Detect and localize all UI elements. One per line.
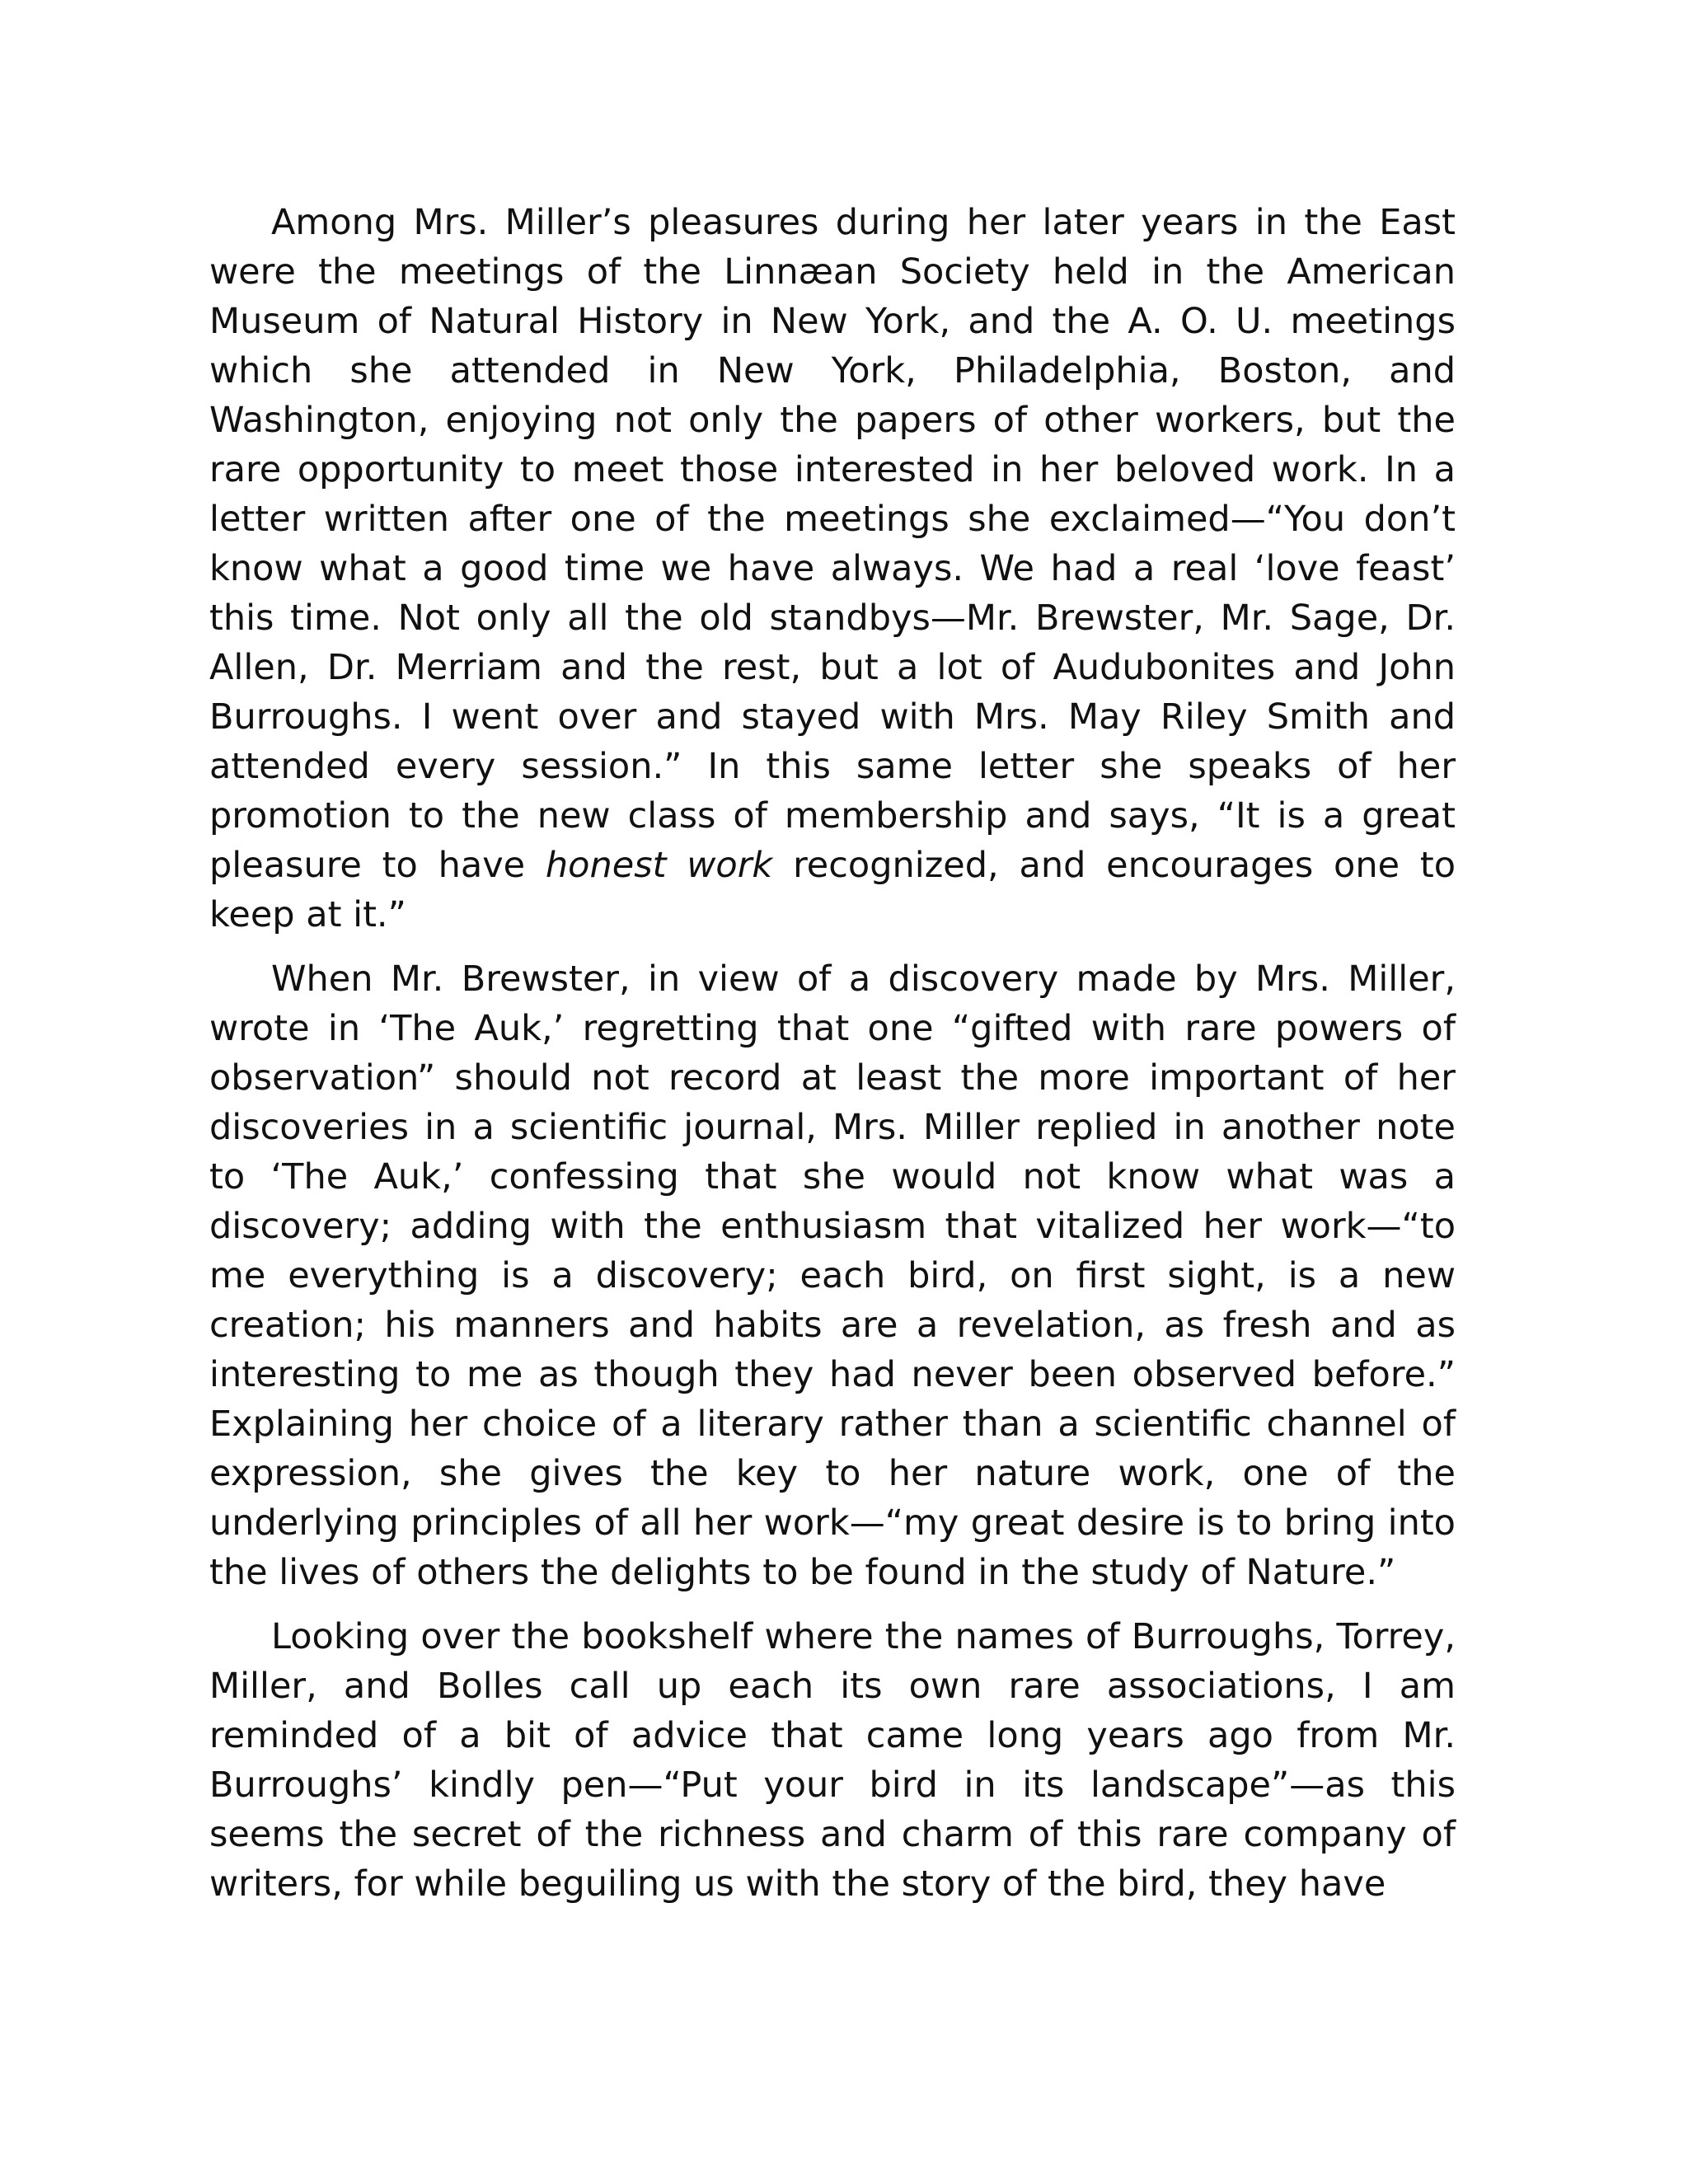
page-body: [209, 198, 1456, 1909]
emphasis-honest-work: honest work: [545, 845, 773, 886]
paragraph-2: When Mr. Brewster, in view of a discovery made by Mrs. Miller, wrote in ‘The Auk,’ regretting that one “gifted with rare powers of observation” should not record at least the more important of her discoveries in a scientific journal, Mrs. Miller replied in another note to ‘The Auk,’ confessing that she would not know what was a discovery; adding with the enthusiasm that vitalized her work—“to me everything is a discovery; each bird, on first sight, is a new creation; his manners and habits are a revelation, as fresh and as interesting to me as though they had never been observed before.” Explaining her choice of a literary rather than a scientific channel of expression, she gives the key to her nature work, one of the underlying principles of all her work—“my great desire is to bring into the lives of others the delights to be found in the study of Nature.”: [209, 958, 1456, 1593]
paragraph-3: Looking over the bookshelf where the names of Burroughs, Torrey, Miller, and Bolles call up each its own rare associations, I am reminded of a bit of advice that came long years ago from Mr. Burroughs’ kindly pen—“Put your bird in its landscape”—as this seems the secret of the richness and charm of this rare company of writers, for while beguiling us with the story of the bird, they have: [209, 1616, 1456, 1905]
paragraph-1-text-before: Among Mrs. Miller’s pleasures during her later years in the East were the meetings of the Linnæan Society held in the American Museum of Natural History in New York, and the A. O. U. meetings which she attended in New York, Philadelphia, Boston, and Washington, enjoying not only the papers of other workers, but the rare opportunity to meet those interested in her beloved work. In a letter written after one of the meetings she exclaimed—“You don’t know what a good time we have always. We had a real ‘love feast’ this time. Not only all the old standbys—Mr. Brewster, Mr. Sage, Dr. Allen, Dr. Merriam and the rest, but a lot of Audubonites and John Burroughs. I went over and stayed with Mrs. May Riley Smith and attended every session.” In this same letter she speaks of her promotion to the new class of membership and says, “It is a great pleasure to have: [209, 202, 1456, 886]
paragraph-1: [209, 198, 1456, 940]
paragraph-1-text-after: recognized, and encourages one to keep at it.”: [209, 845, 1456, 935]
